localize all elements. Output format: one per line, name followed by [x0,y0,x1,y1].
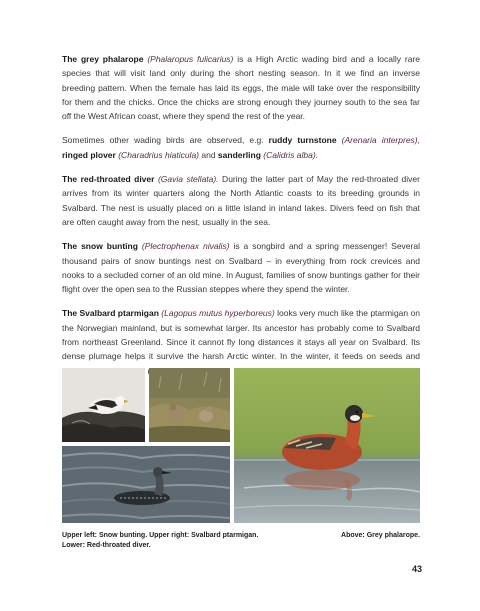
body-text [62,52,420,388]
segment: is a High Arctic wading bird and a locally rare species that will visit land only during the short nesting season. In it we find an inverse breeding pattern. When the female has laid its eggs, the male will take over the responsibility for them and the chicks. Once the chicks are strong enough they journey south to the sea far off the West African coast, where they spend the rest of the year. [62,54,420,122]
segment: Sometimes other wading birds are observed, e.g. [62,135,269,146]
paragraph-snow-bunting [62,239,420,296]
segment: (Calidris alba). [263,149,319,160]
segment: (Charadrius hiaticula) [118,149,200,160]
snow-bunting-photo [62,368,145,442]
segment: and [199,149,218,160]
segment: (Gavia stellata). [157,174,219,185]
segment: (Phalaropus fulicarius) [147,54,234,64]
segment: During the latter part of May the red-throated diver arrives from its winter quarters along the North Atlantic coasts to its breeding grounds in Svalbard. The nest is usually placed on a little island in inland lakes. Divers feed on fish that are often caught away from the nest, usually in the sea. [62,174,420,227]
segment: is a songbird and a spring messenger! Several thousand pairs of snow buntings nest on Svalbard – in everything from rock crevices and nooks to a secluded corner of an old mine. In August, families of snow buntings gather for their flight over the open sea to the Russian steppes where they spend the winter. [62,241,420,295]
paragraph-red-throated-diver [62,172,420,229]
segment: The grey phalarope [62,54,144,64]
segment: sanderling [217,149,261,160]
segment: The Svalbard ptarmigan [62,308,159,319]
segment: The snow bunting [62,241,138,252]
caption-left: Upper left: Snow bunting. Upper right: Svalbard ptarmigan. Lower: Red-throated diver. [62,532,259,549]
segment: (Lagopus mutus hyperboreus) [161,308,275,319]
grey-phalarope-photo [234,368,420,523]
segment: ringed plover [62,149,116,160]
segment: ruddy turnstone [268,135,337,146]
paragraph-other-waders [62,133,420,162]
segment: (Plectrophenax nivalis) [141,241,230,252]
segment: The red-throated diver [62,174,155,185]
red-throated-diver-photo [62,446,230,523]
paragraph-grey-phalarope [62,52,420,123]
segment: looks very much like the ptarmigan on the Norwegian mainland, but is somewhat larger. Its ancestor has probably come to Svalbard from northeast Greenland. Since it cannot fly long distances it stays all year on Svalbard. Its dense plumage helps it survive the harsh Arctic winter. In the winter, it feeds on seeds and [62,308,420,362]
svalbard-ptarmigan-photo [149,368,230,442]
segment: (Arenaria interpres), [341,135,420,146]
page-number: 43 [411,564,422,574]
caption-right: Above: Grey phalarope. [341,532,420,539]
